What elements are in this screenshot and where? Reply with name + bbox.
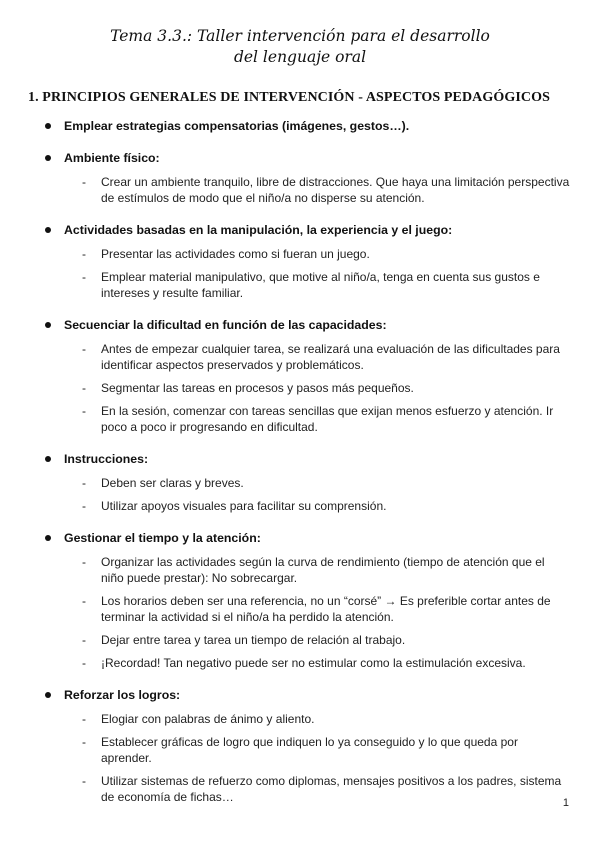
dash-icon: - <box>82 175 86 189</box>
sub-item <box>0 246 600 262</box>
principle-section <box>0 317 600 435</box>
sub-item <box>0 174 600 206</box>
principle-title-text: Gestionar el tiempo y la atención: <box>64 531 261 545</box>
sub-item <box>0 475 600 491</box>
principle-title-text: Actividades basadas en la manipulación, la experiencia y el juego: <box>64 223 453 237</box>
sub-item <box>0 711 600 727</box>
principle-title <box>0 118 600 134</box>
principle-section <box>0 222 600 301</box>
sub-item-text: Los horarios deben ser una referencia, no un “corsé” → Es preferible cortar antes de terminar la actividad si el niño/a ha perdido la atención. <box>101 594 551 624</box>
dash-icon: - <box>82 594 86 608</box>
sub-item-text: Presentar las actividades como si fueran un juego. <box>101 247 370 261</box>
sub-item-text: Crear un ambiente tranquilo, libre de distracciones. Que haya una limitación perspectiva de estímulos de modo que el niño/a no disperse su atención. <box>101 175 570 205</box>
sub-item <box>0 269 600 301</box>
bullet-icon <box>45 227 51 233</box>
sub-item <box>0 655 600 671</box>
bullet-icon <box>45 535 51 541</box>
principle-title-text: Secuenciar la dificultad en función de las capacidades: <box>64 318 387 332</box>
principle-title <box>0 150 600 166</box>
sub-item-list <box>0 554 600 671</box>
principle-title-text: Ambiente físico: <box>64 151 160 165</box>
sub-item-text: Antes de empezar cualquier tarea, se realizará una evaluación de las dificultades para identificar aspectos preservados y problemáticos. <box>101 342 560 372</box>
principle-title-text: Emplear estrategias compensatorias (imágenes, gestos…). <box>64 119 410 133</box>
principle-title <box>0 530 600 546</box>
sub-item-text: Utilizar apoyos visuales para facilitar su comprensión. <box>101 499 387 513</box>
dash-icon: - <box>82 712 86 726</box>
sub-item-text: ¡Recordad! Tan negativo puede ser no estimular como la estimulación excesiva. <box>101 656 526 670</box>
dash-icon: - <box>82 342 86 356</box>
sub-item-list <box>0 174 600 206</box>
sub-item <box>0 632 600 648</box>
principle-title <box>0 317 600 333</box>
principle-section <box>0 530 600 671</box>
sub-item <box>0 773 600 805</box>
sub-item <box>0 554 600 586</box>
dash-icon: - <box>82 774 86 788</box>
sub-item <box>0 380 600 396</box>
sub-item <box>0 734 600 766</box>
document-title <box>0 26 600 68</box>
sub-item-text: Dejar entre tarea y tarea un tiempo de relación al trabajo. <box>101 633 406 647</box>
principle-title-text: Reforzar los logros: <box>64 688 181 702</box>
title-line-1: Tema 3.3.: Taller intervención para el desarrollo <box>110 27 490 45</box>
bullet-icon <box>45 155 51 161</box>
principle-title <box>0 451 600 467</box>
bullet-icon <box>45 322 51 328</box>
principle-title <box>0 687 600 703</box>
sub-item-list <box>0 246 600 301</box>
sub-item <box>0 341 600 373</box>
dash-icon: - <box>82 247 86 261</box>
principle-section <box>0 150 600 206</box>
sub-item <box>0 498 600 514</box>
page-number: 1 <box>562 797 569 809</box>
title-line-2: del lenguaje oral <box>233 48 367 66</box>
sub-item-list <box>0 341 600 435</box>
bullet-icon <box>45 692 51 698</box>
sub-item-text: En la sesión, comenzar con tareas sencillas que exijan menos esfuerzo y atención. Ir poco a poco ir progresando en dificultad. <box>101 404 554 434</box>
dash-icon: - <box>82 499 86 513</box>
principle-title <box>0 222 600 238</box>
sub-item-text: Utilizar sistemas de refuerzo como diplomas, mensajes positivos a los padres, sistema de economía de fichas… <box>101 774 562 804</box>
dash-icon: - <box>82 633 86 647</box>
sub-item-text: Segmentar las tareas en procesos y pasos más pequeños. <box>101 381 414 395</box>
dash-icon: - <box>82 381 86 395</box>
sub-item <box>0 403 600 435</box>
principle-section <box>0 451 600 514</box>
dash-icon: - <box>82 555 86 569</box>
sub-item-list <box>0 475 600 514</box>
principle-title-text: Instrucciones: <box>64 452 149 466</box>
sub-item-text: Establecer gráficas de logro que indiquen lo ya conseguido y lo que queda por aprender. <box>101 735 518 765</box>
sub-item-text: Elogiar con palabras de ánimo y aliento. <box>101 712 315 726</box>
sub-item-text: Deben ser claras y breves. <box>101 476 244 490</box>
principles-list <box>0 118 600 821</box>
sub-item-text: Organizar las actividades según la curva de rendimiento (tiempo de atención que el niño puede prestar): No sobrecargar. <box>101 555 545 585</box>
bullet-icon <box>45 456 51 462</box>
dash-icon: - <box>82 656 86 670</box>
dash-icon: - <box>82 735 86 749</box>
sub-item-text: Emplear material manipulativo, que motive al niño/a, tenga en cuenta sus gustos e intereses y resulte familiar. <box>101 270 540 300</box>
dash-icon: - <box>82 404 86 418</box>
section-heading: 1. PRINCIPIOS GENERALES DE INTERVENCIÓN - ASPECTOS PEDAGÓGICOS <box>28 90 550 105</box>
sub-item <box>0 593 600 625</box>
principle-section <box>0 687 600 805</box>
dash-icon: - <box>82 476 86 490</box>
bullet-icon <box>45 123 51 129</box>
principle-section <box>0 118 600 134</box>
sub-item-list <box>0 711 600 805</box>
dash-icon: - <box>82 270 86 284</box>
